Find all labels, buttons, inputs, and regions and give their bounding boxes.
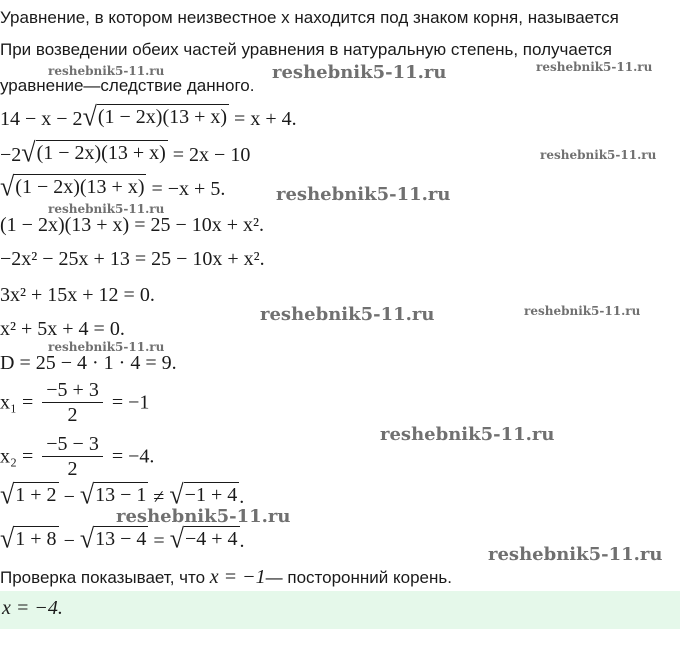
watermark: reshebnik5-11.ru (524, 304, 641, 318)
watermark: reshebnik5-11.ru (116, 506, 291, 527)
equation-3: √ (1 − 2x)(13 + x) = −x + 5. (0, 171, 226, 202)
watermark: reshebnik5-11.ru (48, 340, 165, 354)
watermark: reshebnik5-11.ru (48, 202, 165, 216)
equation-8: D = 25 − 4 · 1 · 4 = 9. (0, 352, 177, 374)
equation-6: 3x² + 15x + 12 = 0. (0, 284, 155, 306)
check-2: √ 1 + 8 − √ 13 − 4 = √ −4 + 4 . (0, 523, 245, 554)
intro-line-2: уравнение—следствие данного. (0, 76, 255, 95)
intro-line-1: При возведении обеих частей уравнения в натуральную степень, получается (0, 40, 613, 59)
equation-5: −2x² − 25x + 13 = 25 − 10x + x². (0, 248, 265, 270)
header-line: Уравнение, в котором неизвестное x находится под знаком корня, называется (0, 8, 619, 27)
root-1: x₁ = $\frac{-5 + 3}{2}$ = −1 (0, 379, 150, 426)
watermark: reshebnik5-11.ru (260, 304, 435, 325)
equation-1: 14 − x − 2 √ (1 − 2x)(13 + x) = x + 4. (0, 101, 297, 132)
sqrt: √ (1 − 2x)(13 + x) (0, 171, 145, 202)
watermark: reshebnik5-11.ru (380, 424, 555, 445)
watermark: reshebnik5-11.ru (488, 544, 663, 565)
root-2: x₂ = $\frac{-5 - 3}{2}$ = −4. (0, 433, 155, 480)
equation-2: −2 √ (1 − 2x)(13 + x) = 2x − 10 (0, 137, 251, 168)
watermark: reshebnik5-11.ru (48, 64, 165, 78)
watermark: reshebnik5-11.ru (272, 62, 447, 83)
conclusion: Проверка показывает, что x = −1— посторонний корень. (0, 566, 452, 588)
sqrt: √ (1 − 2x)(13 + x) (82, 101, 228, 132)
equation-7: x² + 5x + 4 = 0. (0, 318, 125, 340)
answer-text: x = −4. (2, 597, 63, 619)
watermark: reshebnik5-11.ru (536, 60, 653, 74)
answer-box (0, 591, 680, 629)
watermark: reshebnik5-11.ru (540, 148, 657, 162)
equation-4: (1 − 2x)(13 + x) = 25 − 10x + x². (0, 214, 265, 236)
sqrt: √ (1 − 2x)(13 + x) (21, 137, 166, 168)
watermark: reshebnik5-11.ru (276, 184, 451, 205)
fraction: $\frac{-5 - 3}{2}$ (42, 432, 103, 482)
fraction: $\frac{-5 + 3}{2}$ (42, 378, 103, 428)
check-1: √ 1 + 2 − √ 13 − 1 ≠ √ −1 + 4 . (0, 479, 245, 510)
